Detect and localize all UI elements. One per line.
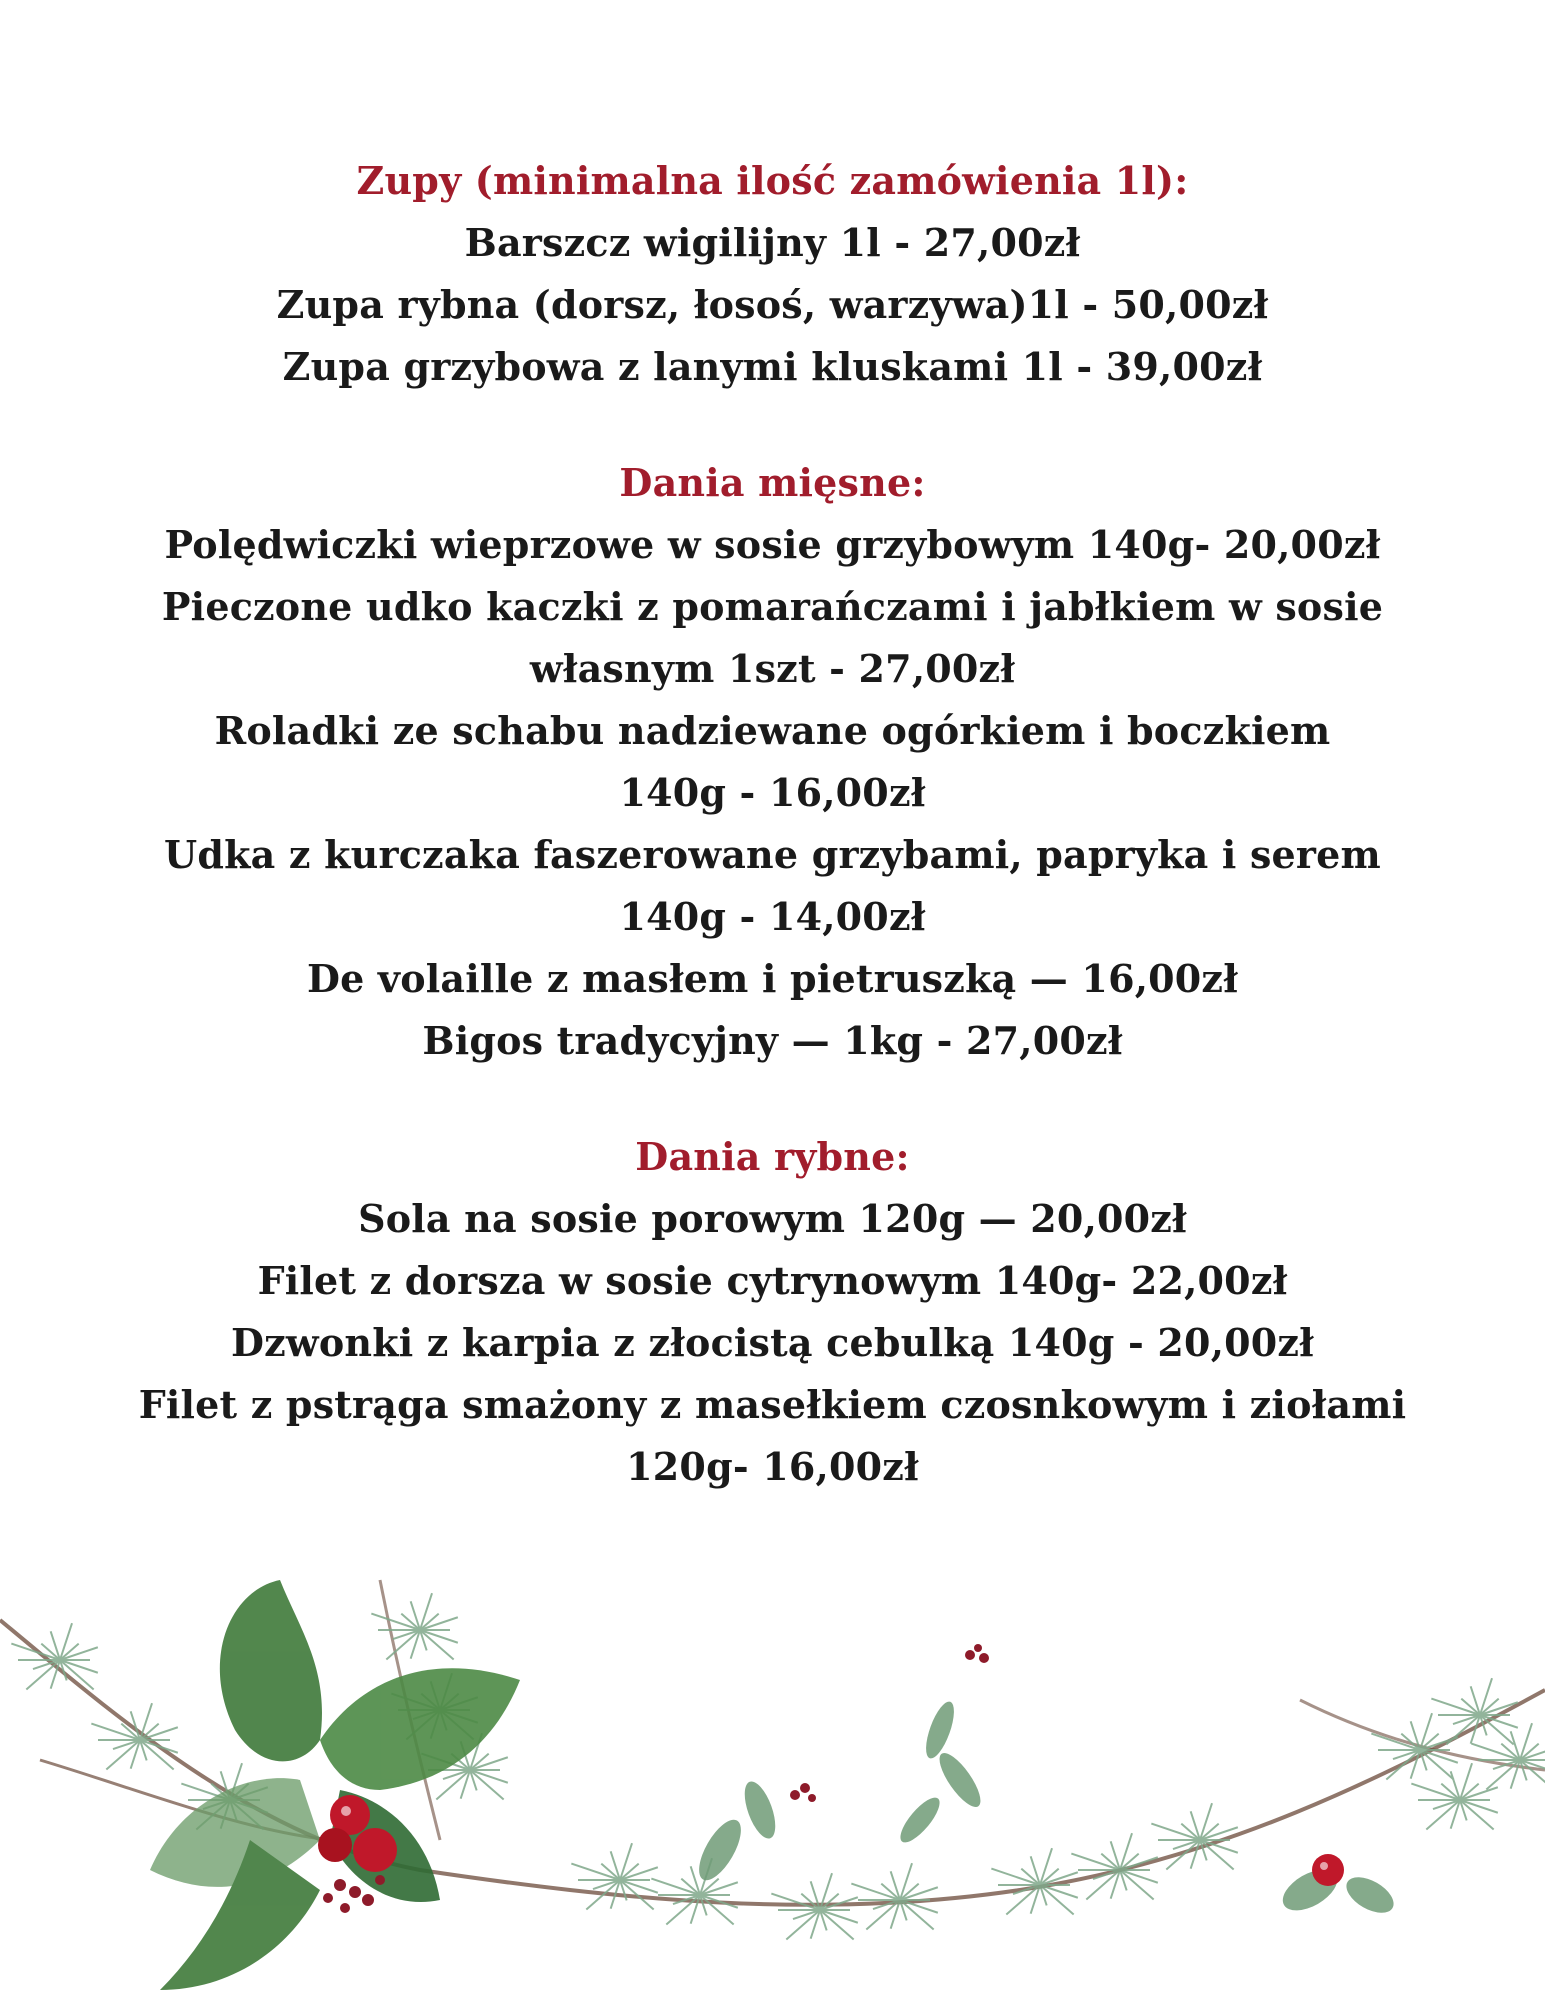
menu-item: Udka z kurczaka faszerowane grzybami, papryka i serem [164, 832, 1381, 877]
pine-needle [851, 1884, 900, 1900]
menu-item: Sola na sosie porowym 120g — 20,00zł [358, 1196, 1187, 1241]
pine-needle [820, 1910, 858, 1923]
pine-needle [140, 1740, 178, 1753]
pine-needle [60, 1647, 98, 1660]
pine-needle [620, 1880, 658, 1893]
menu-item: Zupa rybna (dorsz, łosoś, warzywa)1l - 50,00zł [276, 282, 1269, 327]
pine-needle [371, 1614, 420, 1630]
section-heading: Zupy (minimalna ilość zamówienia 1l): [356, 158, 1189, 203]
pine-needle [60, 1660, 98, 1673]
pine-needle [700, 1882, 738, 1895]
pine-needle [651, 1879, 700, 1895]
pine-needle [420, 1617, 458, 1630]
menu-item: Dzwonki z karpia z złocistą cebulką 140g - 20,00zł [230, 1320, 1315, 1365]
menu-item: Zupa grzybowa z lanymi kluskami 1l - 39,00zł [282, 344, 1263, 389]
menu-item: 120g- 16,00zł [626, 1444, 919, 1489]
pine-needle [571, 1864, 620, 1880]
menu-item: 140g - 16,00zł [619, 770, 926, 815]
pine-needle [1471, 1744, 1520, 1760]
section-fish-dishes [0, 1126, 1545, 1498]
pine-needle [1411, 1784, 1460, 1800]
pine-needle [1071, 1854, 1120, 1870]
menu-item: 140g - 14,00zł [619, 894, 926, 939]
menu-item: Polędwiczki wieprzowe w sosie grzybowym 140g- 20,00zł [164, 522, 1381, 567]
menu-item: De volaille z masłem i pietruszką — 16,00zł [306, 956, 1239, 1001]
pine-needle [1120, 1870, 1158, 1883]
pine-needle [470, 1757, 508, 1770]
pine-needle [1371, 1734, 1420, 1750]
menu-item: Pieczone udko kaczki z pomarańczami i jabłkiem w sosie [161, 584, 1384, 629]
pine-needle [420, 1630, 458, 1643]
menu-item: Barszcz wigilijny 1l - 27,00zł [464, 220, 1081, 265]
pine-needle [1040, 1885, 1078, 1898]
pine-needle [140, 1727, 178, 1740]
section-heading: Dania rybne: [635, 1134, 910, 1179]
pine-needle [1151, 1824, 1200, 1840]
menu-content [0, 150, 1545, 1498]
menu-item: Filet z dorsza w sosie cytrynowym 140g- 22,00zł [257, 1258, 1288, 1303]
pine-needle [771, 1894, 820, 1910]
menu-item: własnym 1szt - 27,00zł [529, 646, 1016, 691]
pine-needle [11, 1644, 60, 1660]
holly-pine-garland-decoration [0, 1540, 1545, 2000]
pine-needle [991, 1869, 1040, 1885]
section-meat-dishes [0, 452, 1545, 1072]
pine-needle [1460, 1787, 1498, 1800]
pine-needle [470, 1770, 508, 1783]
section-soups [0, 150, 1545, 398]
pine-needle [1431, 1699, 1480, 1715]
section-heading: Dania mięsne: [619, 460, 926, 505]
menu-item: Bigos tradycyjny — 1kg - 27,00zł [422, 1018, 1123, 1063]
pine-needle [1460, 1800, 1498, 1813]
menu-item: Roladki ze schabu nadziewane ogórkiem i boczkiem [214, 708, 1331, 753]
menu-item: Filet z pstrąga smażony z masełkiem czosnkowym i ziołami [138, 1382, 1407, 1427]
